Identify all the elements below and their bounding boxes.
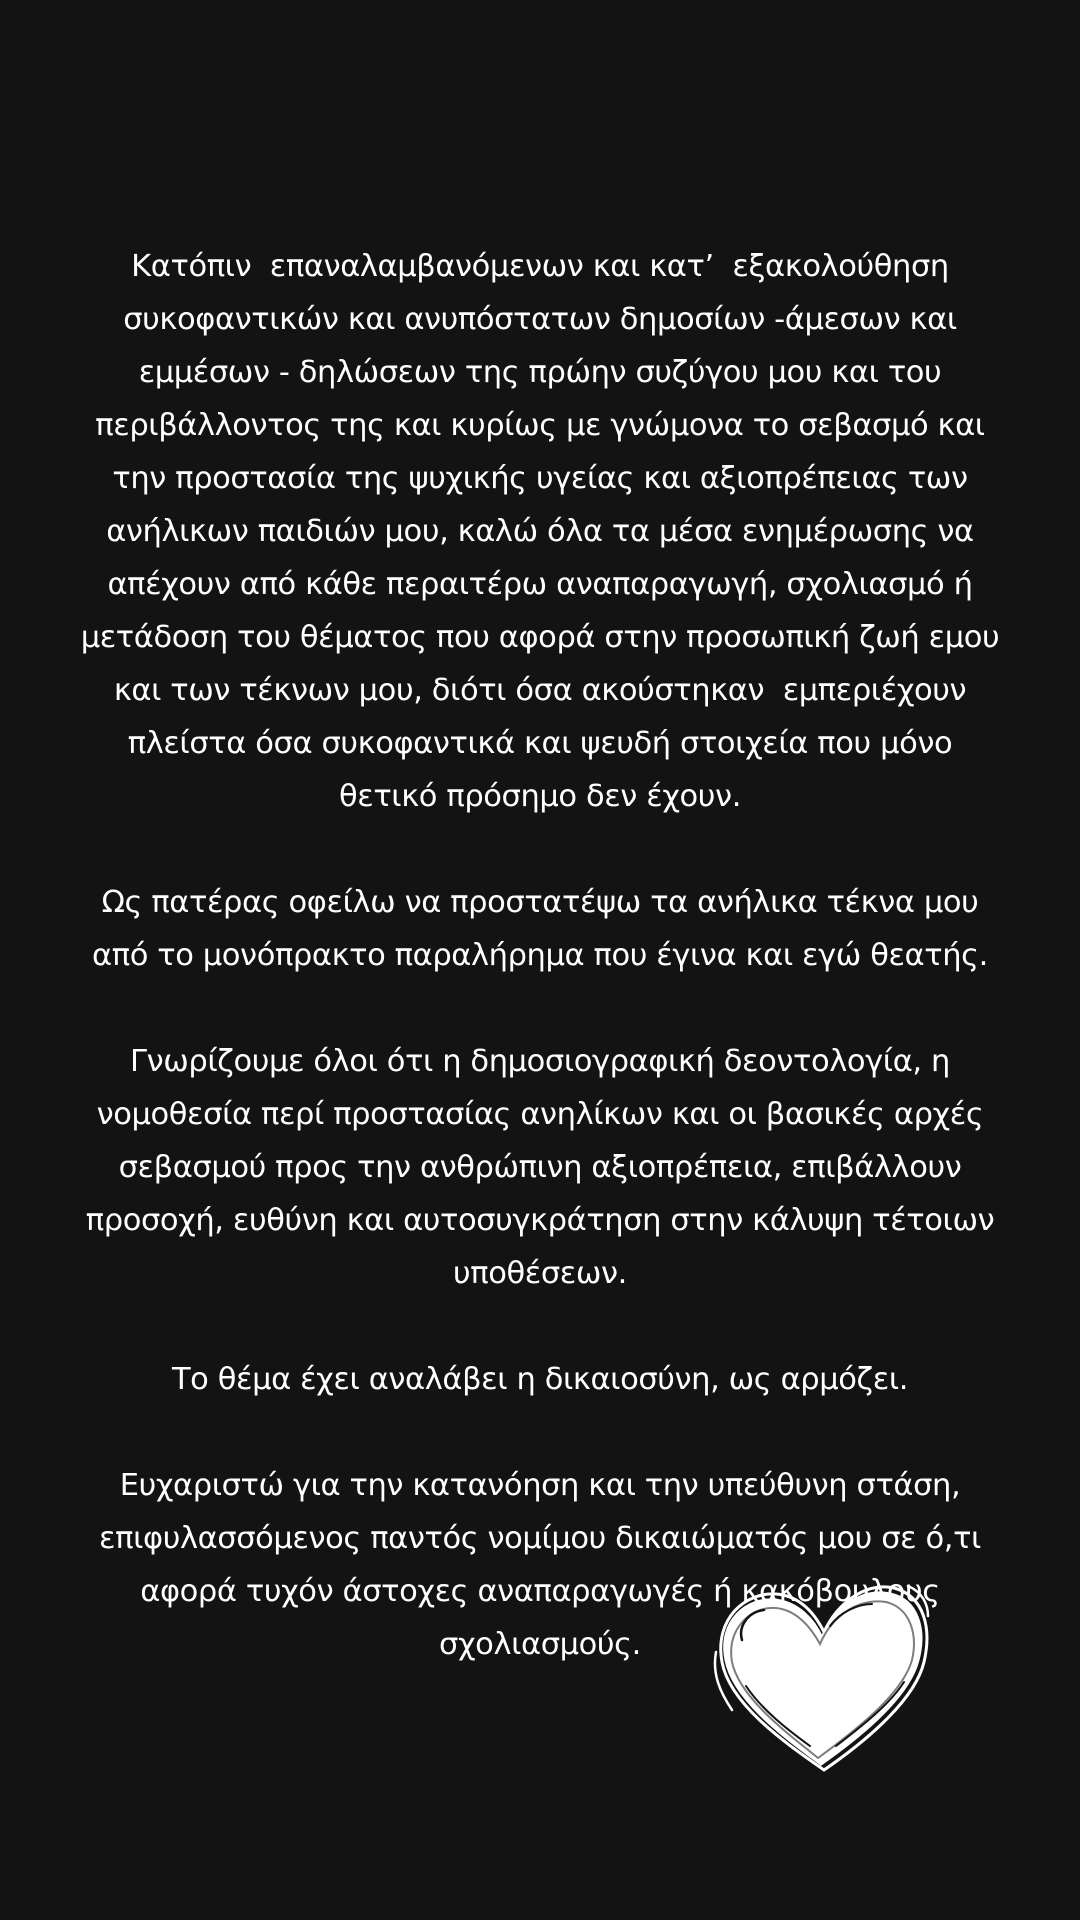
text-line: Ως πατέρας οφείλω να προστατέψω τα ανήλικα τέκνα μου bbox=[101, 885, 979, 920]
text-line: αφορά τυχόν άστοχες αναπαραγωγές ή κακόβουλους bbox=[140, 1574, 940, 1609]
text-line: περιβάλλοντος της και κυρίως με γνώμονα το σεβασμό και bbox=[95, 408, 985, 443]
text-line: σχολιασμούς. bbox=[439, 1627, 641, 1662]
text-line: προσοχή, ευθύνη και αυτοσυγκράτηση στην κάλυψη τέτοιων bbox=[85, 1203, 995, 1238]
statement-paragraph-4 bbox=[10, 1353, 1070, 1406]
text-line: Γνωρίζουμε όλοι ότι η δημοσιογραφική δεοντολογία, η bbox=[130, 1044, 950, 1079]
text-line: νομοθεσία περί προστασίας ανηλίκων και οι βασικές αρχές bbox=[96, 1097, 984, 1132]
text-line: από το μονόπρακτο παραλήρημα που έγινα και εγώ θεατής. bbox=[92, 938, 988, 973]
text-line: πλείστα όσα συκοφαντικά και ψευδή στοιχεία που μόνο bbox=[127, 726, 953, 761]
statement-text bbox=[10, 240, 1070, 1671]
text-line: ανήλικων παιδιών μου, καλώ όλα τα μέσα ενημέρωσης να bbox=[106, 514, 974, 549]
text-line: σεβασμού προς την ανθρώπινη αξιοπρέπεια, επιβάλλουν bbox=[118, 1150, 962, 1185]
text-line: Κατόπιν επαναλαμβανόμενων και κατ’ εξακολούθηση bbox=[131, 249, 949, 284]
text-line: συκοφαντικών και ανυπόστατων δημοσίων -άμεσων και bbox=[123, 302, 957, 337]
text-line: υποθέσεων. bbox=[453, 1256, 627, 1291]
text-line: και των τέκνων μου, διότι όσα ακούστηκαν εμπεριέχουν bbox=[113, 673, 967, 708]
text-line: θετικό πρόσημο δεν έχουν. bbox=[339, 779, 741, 814]
text-line: απέχουν από κάθε περαιτέρω αναπαραγωγή, σχολιασμό ή bbox=[107, 567, 973, 602]
text-line: επιφυλασσόμενος παντός νομίμου δικαιώματός μου σε ό,τι bbox=[99, 1521, 981, 1556]
statement-paragraph-2 bbox=[10, 876, 1070, 982]
heart-icon[interactable] bbox=[712, 1582, 930, 1780]
text-line: την προστασία της ψυχικής υγείας και αξιοπρέπειας των bbox=[112, 461, 968, 496]
text-line: μετάδοση του θέματος που αφορά στην προσωπική ζωή εμου bbox=[80, 620, 1000, 655]
text-line: εμμέσων - δηλώσεων της πρώην συζύγου μου και του bbox=[138, 355, 942, 390]
text-line: Ευχαριστώ για την κατανόηση και την υπεύθυνη στάση, bbox=[119, 1468, 961, 1503]
text-line: Το θέμα έχει αναλάβει η δικαιοσύνη, ως αρμόζει. bbox=[171, 1362, 909, 1397]
statement-paragraph-1 bbox=[10, 240, 1070, 823]
statement-paragraph-3 bbox=[10, 1035, 1070, 1300]
